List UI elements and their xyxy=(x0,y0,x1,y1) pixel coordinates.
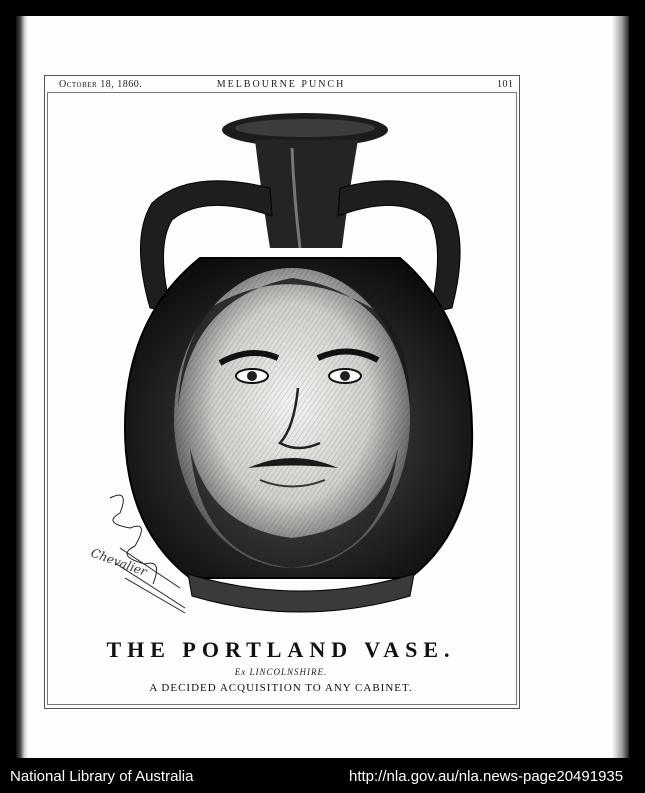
caption-title: THE PORTLAND VASE. xyxy=(106,637,456,662)
header-publication: MELBOURNE PUNCH xyxy=(216,79,346,90)
portland-vase-illustration xyxy=(80,108,500,628)
header-page-number: 101 xyxy=(497,79,514,90)
header-date: October 18, 1860. xyxy=(59,79,143,90)
artist-signature: Chevalier xyxy=(88,545,149,579)
footer-url[interactable]: http://nla.gov.au/nla.news-page20491935 xyxy=(349,768,624,785)
page-edge-shadow xyxy=(612,16,629,758)
vase-base xyxy=(188,574,414,612)
page-spine-shadow xyxy=(16,16,28,758)
caption-subtitle: Ex LINCOLNSHIRE. xyxy=(234,667,328,677)
footer-source: National Library of Australia xyxy=(10,768,194,785)
caption-tagline: A DECIDED ACQUISITION TO ANY CABINET. xyxy=(149,682,413,694)
